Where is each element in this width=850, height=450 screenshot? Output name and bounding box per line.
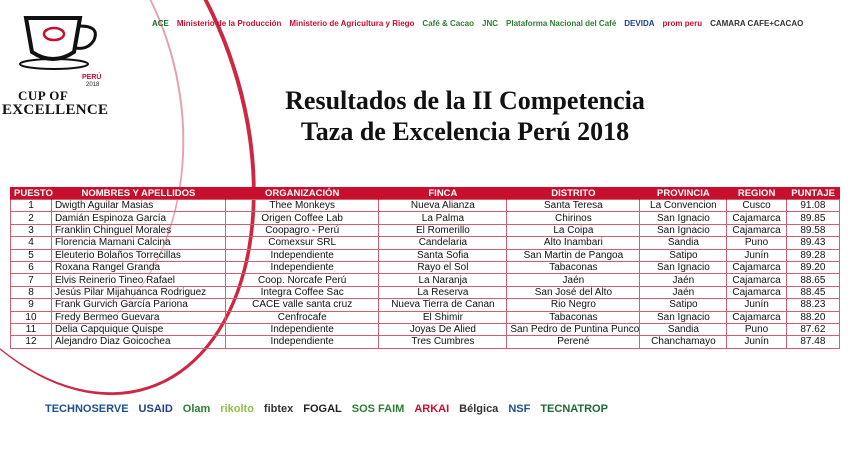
table-cell: Rayo el Sol: [379, 261, 507, 273]
table-cell: 89.20: [786, 261, 839, 273]
table-cell: Joyas De Alied: [379, 323, 507, 335]
table-cell: Franklin Chinguel Morales: [51, 224, 225, 236]
table-cell: Eleuterio Bolaños Torrecillas: [51, 249, 225, 261]
table-cell: Cajamarca: [727, 286, 786, 298]
table-cell: 12: [11, 336, 52, 348]
table-cell: 4: [11, 237, 52, 249]
table-cell: Junín: [727, 336, 786, 348]
table-cell: La Convencion: [640, 200, 727, 212]
table-cell: Fredy Bermeo Guevara: [51, 311, 225, 323]
table-cell: Independiente: [225, 249, 379, 261]
table-cell: La Reserva: [379, 286, 507, 298]
table-cell: Chirinos: [507, 212, 640, 224]
camara-logo: CAMARA CAFE+CACAO: [710, 18, 804, 28]
table-row: [11, 274, 840, 286]
table-cell: Comexsur SRL: [225, 237, 379, 249]
fibtex-logo: fibtex: [263, 402, 294, 415]
column-header: DISTRITO: [507, 187, 640, 200]
table-row: [11, 286, 840, 298]
brand-year: 2018: [86, 82, 100, 88]
olam-logo: Olam: [182, 402, 211, 415]
table-cell: Origen Coffee Lab: [225, 212, 379, 224]
table-row: [11, 237, 840, 249]
table-cell: Independiente: [225, 261, 379, 273]
column-header: NOMBRES Y APELLIDOS: [51, 187, 225, 200]
table-row: [11, 249, 840, 261]
promperu-logo: prom peru: [662, 18, 703, 28]
table-cell: 88.45: [786, 286, 839, 298]
table-cell: Tres Cumbres: [379, 336, 507, 348]
table-cell: 10: [11, 311, 52, 323]
fogal-logo: FOGAL: [303, 402, 342, 415]
table-cell: 88.23: [786, 299, 839, 311]
ace-logo: ACE: [152, 18, 169, 28]
plataforma-cafe-logo: Plataforma Nacional del Café: [506, 18, 617, 28]
table-cell: Coop. Norcafe Perú: [225, 274, 379, 286]
table-cell: Jaén: [640, 274, 727, 286]
table-cell: Integra Coffee Sac: [225, 286, 379, 298]
column-header: PROVINCIA: [640, 187, 727, 200]
table-cell: 89.28: [786, 249, 839, 261]
table-cell: Cusco: [727, 200, 786, 212]
page-title-line1: Resultados de la II Competencia: [285, 86, 645, 115]
table-cell: Dwigth Aguilar Masias: [51, 200, 225, 212]
sos-faim-logo: SOS FAIM: [351, 402, 405, 415]
table-cell: Frank Gurvich García Pariona: [51, 299, 225, 311]
cafe-cacao-logo: Café & Cacao: [422, 18, 474, 28]
table-cell: Sandia: [640, 237, 727, 249]
table-cell: Roxana Rangel Granda: [51, 261, 225, 273]
table-cell: Chanchamayo: [640, 336, 727, 348]
technoserve-logo: TECHNOSERVE: [45, 402, 129, 415]
column-header: PUNTAJE: [786, 187, 839, 200]
table-cell: 89.85: [786, 212, 839, 224]
nsf-logo: NSF: [508, 402, 531, 415]
table-cell: Florencia Mamani Calcina: [51, 237, 225, 249]
table-cell: 87.62: [786, 323, 839, 335]
table-cell: La Palma: [379, 212, 507, 224]
table-cell: Satipo: [640, 299, 727, 311]
table-cell: Coopagro - Perú: [225, 224, 379, 236]
table-cell: 8: [11, 286, 52, 298]
table-cell: San Martin de Pangoa: [507, 249, 640, 261]
table-cell: Cajamarca: [727, 212, 786, 224]
table-cell: Nueva Alianza: [379, 200, 507, 212]
table-cell: Perené: [507, 336, 640, 348]
page-title-line2: Taza de Excelencia Perú 2018: [300, 117, 630, 146]
table-cell: 3: [11, 224, 52, 236]
table-cell: Santa Teresa: [507, 200, 640, 212]
table-cell: San Ignacio: [640, 212, 727, 224]
table-body: [11, 200, 840, 349]
table-cell: Puno: [727, 237, 786, 249]
table-header-row: [11, 187, 840, 200]
table-cell: San Ignacio: [640, 261, 727, 273]
table-cell: Jaén: [507, 274, 640, 286]
table-cell: Sandia: [640, 323, 727, 335]
coffee-cup-icon: [18, 12, 110, 74]
table-cell: CACE valle santa cruz: [225, 299, 379, 311]
table-row: [11, 336, 840, 348]
table-cell: Tabaconas: [507, 261, 640, 273]
table-cell: 5: [11, 249, 52, 261]
column-header: ORGANIZACIÓN: [225, 187, 379, 200]
table-cell: Cajamarca: [727, 224, 786, 236]
sponsor-logos-top: [152, 10, 842, 36]
table-cell: 89.58: [786, 224, 839, 236]
table-cell: La Naranja: [379, 274, 507, 286]
column-header: PUESTO: [11, 187, 52, 200]
table-cell: Elvis Reinerio Tineo Rafael: [51, 274, 225, 286]
table-cell: San José del Alto: [507, 286, 640, 298]
table-cell: 9: [11, 299, 52, 311]
table-row: [11, 311, 840, 323]
table-cell: 88.65: [786, 274, 839, 286]
tecnatrop-logo: TECNATROP: [540, 402, 608, 415]
arkai-logo: ARKAI: [414, 402, 450, 415]
table-cell: San Pedro de Puntina Punco: [507, 323, 640, 335]
table-cell: Independiente: [225, 323, 379, 335]
rikolto-logo: rikolto: [220, 402, 254, 415]
usaid-logo: USAID: [138, 402, 173, 415]
table-cell: La Coipa: [507, 224, 640, 236]
table-cell: Puno: [727, 323, 786, 335]
table-cell: Thee Monkeys: [225, 200, 379, 212]
table-cell: Jesús Pilar Mijahuanca Rodriguez: [51, 286, 225, 298]
brand-excellence-text: EXCELLENCE: [2, 102, 109, 118]
jnc-logo: JNC: [482, 18, 499, 28]
table-row: [11, 212, 840, 224]
table-cell: Santa Sofia: [379, 249, 507, 261]
cup-of-excellence-logo: [0, 0, 130, 125]
table-row: [11, 323, 840, 335]
table-cell: Junín: [727, 299, 786, 311]
table-cell: San Ignacio: [640, 224, 727, 236]
table-cell: El Shimir: [379, 311, 507, 323]
table-cell: 91.08: [786, 200, 839, 212]
table-cell: Cenfrocafe: [225, 311, 379, 323]
table-cell: Cajamarca: [727, 274, 786, 286]
table-cell: El Romerillo: [379, 224, 507, 236]
results-table: [10, 187, 840, 349]
table-cell: Junín: [727, 249, 786, 261]
table-row: [11, 224, 840, 236]
sponsor-logos-bottom: [45, 386, 835, 431]
table-cell: Cajamarca: [727, 311, 786, 323]
column-header: REGION: [727, 187, 786, 200]
table-cell: Rio Negro: [507, 299, 640, 311]
table-row: [11, 200, 840, 212]
table-cell: 6: [11, 261, 52, 273]
column-header: FINCA: [379, 187, 507, 200]
table-cell: Cajamarca: [727, 261, 786, 273]
table-cell: San Ignacio: [640, 311, 727, 323]
brand-cup-text: CUP OF: [18, 88, 69, 103]
table-cell: Jaén: [640, 286, 727, 298]
table-cell: Alejandro Diaz Goicochea: [51, 336, 225, 348]
table-cell: 11: [11, 323, 52, 335]
table-cell: Candelaria: [379, 237, 507, 249]
ministerio-produccion-logo: Ministerio de la Producción: [176, 18, 282, 28]
table-cell: 87.48: [786, 336, 839, 348]
table-cell: 2: [11, 212, 52, 224]
devida-logo: DEVIDA: [624, 18, 655, 28]
table-cell: Tabaconas: [507, 311, 640, 323]
table-cell: Satipo: [640, 249, 727, 261]
table-cell: Independiente: [225, 336, 379, 348]
table-cell: Delia Capquique Quispe: [51, 323, 225, 335]
table-cell: 1: [11, 200, 52, 212]
table-cell: Damián Espinoza García: [51, 212, 225, 224]
table-cell: 88.20: [786, 311, 839, 323]
table-row: [11, 299, 840, 311]
table-cell: Alto Inambari: [507, 237, 640, 249]
belgica-logo: Bélgica: [459, 402, 499, 415]
brand-country: PERÚ: [82, 74, 102, 81]
table-row: [11, 261, 840, 273]
table-cell: 7: [11, 274, 52, 286]
ministerio-agricultura-logo: Ministerio de Agricultura y Riego: [289, 18, 415, 28]
table-cell: 89.43: [786, 237, 839, 249]
table-cell: Nueva Tierra de Canan: [379, 299, 507, 311]
